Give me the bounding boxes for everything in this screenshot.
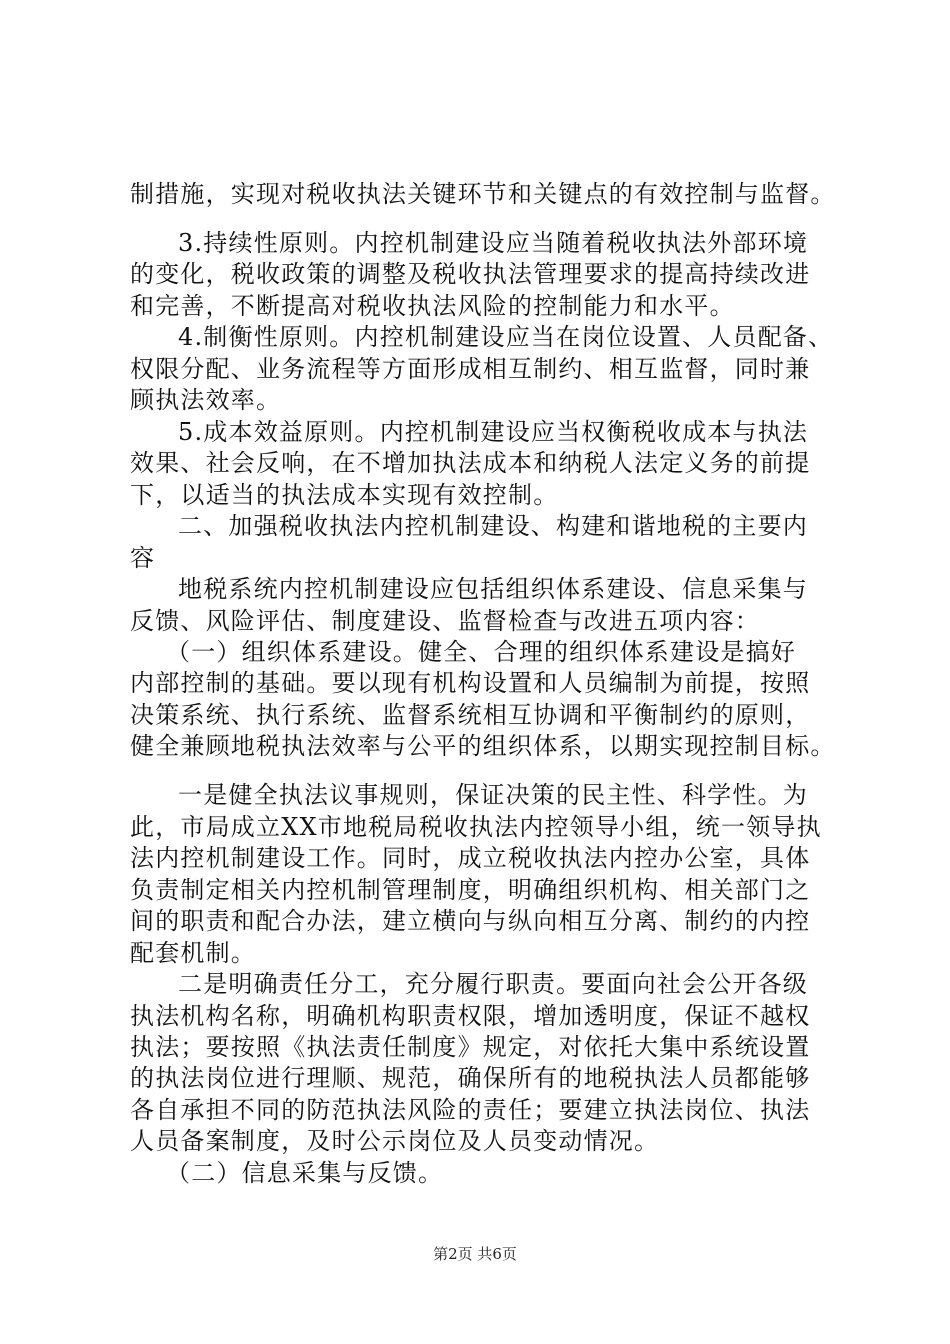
text-line: 配套机制。 [130, 939, 256, 967]
text-line: 4.制衡性原则。内控机制建设应当在岗位设置、人员配备、 [178, 323, 834, 351]
text-line: 二、加强税收执法内控机制建设、构建和谐地税的主要内 [178, 512, 808, 540]
text-line: 此，市局成立XX市地税局税收执法内控领导小组，统一领导执 [130, 813, 822, 841]
text-line: （二）信息采集与反馈。 [166, 1159, 444, 1187]
text-line: 下，以适当的执法成本实现有效控制。 [130, 481, 559, 509]
text-line: 的执法岗位进行理顺、规范，确保所有的地税执法人员都能够 [130, 1064, 811, 1092]
text-line: 权限分配、业务流程等方面形成相互制约、相互监督，同时兼 [130, 355, 811, 383]
text-line: 决策系统、执行系统、监督系统相互协调和平衡制约的原则， [130, 701, 811, 729]
text-line: 3.持续性原则。内控机制建设应当随着税收执法外部环境 [178, 229, 809, 257]
text-line: 5.成本效益原则。内控机制建设应当权衡税收成本与执法 [178, 418, 809, 446]
text-line: 人员备案制度，及时公示岗位及人员变动情况。 [130, 1127, 660, 1155]
text-line: 内部控制的基础。要以现有机构设置和人员编制为前提，按照 [130, 669, 811, 697]
text-line: 法内控机制建设工作。同时，成立税收执法内控办公室，具体 [130, 844, 811, 872]
text-line: 反馈、风险评估、制度建设、监督检查与改进五项内容： [130, 607, 760, 635]
text-line: 健全兼顾地税执法效率与公平的组织体系，以期实现控制目标。 [130, 732, 836, 760]
text-line: 负责制定相关内控机制管理制度，明确组织机构、相关部门之 [130, 876, 811, 904]
text-line: 顾执法效率。 [130, 386, 282, 414]
text-line: 各自承担不同的防范执法风险的责任；要建立执法岗位、执法 [130, 1096, 811, 1124]
text-line: 一是健全执法议事规则，保证决策的民主性、科学性。为 [178, 781, 808, 809]
text-line: 制措施，实现对税收执法关键环节和关键点的有效控制与监督。 [130, 180, 836, 208]
text-line: 地税系统内控机制建设应包括组织体系建设、信息采集与 [178, 575, 808, 603]
page-number-footer: 第2页 共6页 [433, 1245, 517, 1263]
text-line: 的变化，税收政策的调整及税收执法管理要求的提高持续改进 [130, 260, 811, 288]
text-line: 和完善，不断提高对税收执法风险的控制能力和水平。 [130, 292, 735, 320]
text-line: 执法；要按照《执法责任制度》规定，对依托大集中系统设置 [130, 1033, 811, 1061]
text-line: 执法机构名称，明确机构职责权限，增加透明度，保证不越权 [130, 1002, 811, 1030]
text-line: 容 [130, 544, 156, 572]
text-line: 间的职责和配合办法，建立横向与纵向相互分离、制约的内控 [130, 907, 811, 935]
text-line: 二是明确责任分工，充分履行职责。要面向社会公开各级 [178, 970, 808, 998]
text-line: （一）组织体系建设。健全、合理的组织体系建设是搞好 [166, 638, 796, 666]
text-line: 效果、社会反响，在不增加执法成本和纳税人法定义务的前提 [130, 449, 811, 477]
